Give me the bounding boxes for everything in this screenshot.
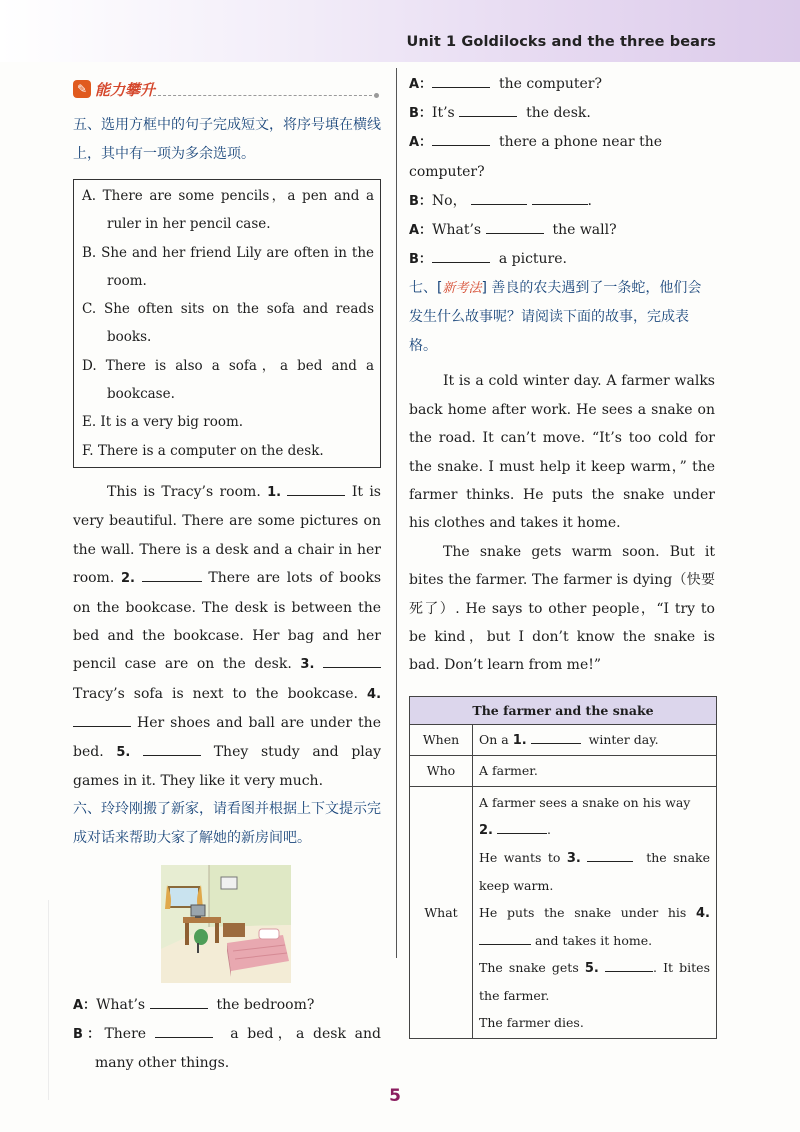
table-blank-number-4: 4. [696,905,710,921]
dialogue-blank[interactable] [155,1025,213,1038]
section7-number: 七、 [409,280,437,297]
dialogue-line-2 [73,1020,381,1078]
unit-title: Unit 1 Goldilocks and the three bears [406,34,716,50]
dialogue-text: It’s [431,105,455,122]
bedroom-illustration [161,865,291,983]
what-line-5 [479,954,710,1009]
table-row-when [410,724,717,755]
what-line-3 [479,844,710,899]
blank-number-2: 2. [121,571,135,587]
passage-text-3: There are lots of books on the bookcase. The desk is between the bed and the bookcase. Her bag and her pencil case are on the desk. [73,570,382,673]
dialogue-text: there a phone near the computer? [409,134,662,180]
option-b: B. She and her friend Lily are often in the room. [82,244,374,289]
dialogue-text: There [104,1026,147,1043]
dialogue-text: a bed，a desk and many other things. [95,1026,381,1072]
story-paragraph-1 [409,367,715,537]
banner-rule-dot [374,93,379,98]
answer-blank-4[interactable] [73,714,131,727]
story-paragraph-2 [409,538,715,680]
table-blank-5[interactable] [605,959,653,972]
who-label: Who [410,755,473,786]
what-label: What [410,786,473,1038]
answer-blank-1[interactable] [287,483,345,496]
story-text-1: It is a cold winter day. A farmer walks back home after work. He sees a snake on the road. It can’t move. “It’s too cold for the snake. I must help it keep warm，” the farmer thinks. He puts the snake under his clothes and takes it home. [409,373,715,532]
passage-text-5: Her shoes and ball are under the bed. [73,715,381,760]
table-header-row [410,696,717,724]
answer-blank-5[interactable] [143,743,201,756]
answer-blank-2[interactable] [142,569,202,582]
speaker-b: B： [409,252,432,268]
who-cell: A farmer. [473,755,717,786]
dialogue-line-7 [409,216,715,245]
dialogue-text: the bedroom? [216,997,315,1014]
bedroom-picture [161,865,291,983]
speaker-a: A： [409,223,433,239]
dialogue-blank[interactable] [150,996,208,1009]
options-box [73,179,381,468]
table-blank-1[interactable] [531,731,581,744]
right-column [409,70,715,1039]
answer-blank-3[interactable] [323,655,381,668]
what-line-6: The farmer dies. [479,1014,584,1030]
dialogue-blank[interactable] [432,250,490,263]
section7-heading: 七、[新考法] 善良的农夫遇到了一条蛇，他们会发生什么故事呢？请阅读下面的故事，完成表格。 [409,280,702,355]
option-f: F. There is a computer on the desk. [82,442,324,459]
table-row-what [410,786,717,1038]
page-number: 5 [389,1086,401,1106]
option-e: E. It is a very big room. [82,414,244,431]
new-method-tag: 新考法 [442,281,482,297]
option-a: A. There are some pencils，a pen and a ruler in her pencil case. [82,188,374,233]
what-line-1: A farmer sees a snake on his way [479,794,691,810]
dialogue-text: No， [431,192,467,209]
dialogue-blank[interactable] [432,133,490,146]
column-divider [396,68,397,958]
dialogue-text: the computer? [498,76,602,92]
dialogue-text: What’s [96,997,146,1014]
dialogue-blank[interactable] [486,221,544,234]
when-cell [473,724,717,755]
passage-text-1: This is Tracy’s room. [107,483,261,500]
when-text: On a [479,732,509,748]
when-label: When [410,724,473,755]
dialogue-left [73,991,381,1078]
table-blank-2[interactable] [497,821,547,834]
dialogue-text: the desk. [526,105,591,122]
header-band [0,0,800,62]
table-blank-number-3: 3. [566,850,581,866]
table-blank-3[interactable] [587,849,633,862]
story-text-2: The snake gets warm soon. But it bites the farmer. The farmer is dying（快要死了）. He says to other people，“I try to be kind，but I don’t know the snake is bad. Don’t learn from me!” [409,543,715,674]
what-line-4 [479,899,710,954]
dialogue-line-6 [409,187,715,216]
dialogue-right [409,70,715,274]
when-text-end: winter day. [588,732,659,748]
passage-text-6: They study and play games in it. They like it very much. [73,743,382,790]
section7-heading-text: 善良的农夫遇到了一条蛇，他们会发生什么故事呢？请阅读下面的故事，完成表格。 [409,280,702,355]
dialogue-line-8 [409,245,715,274]
story-table [409,696,717,1039]
blank-number-4: 4. [367,686,382,702]
blank-number-1: 1. [267,484,282,500]
dialogue-blank[interactable] [471,192,527,205]
speaker-a: A： [409,77,433,92]
section5-passage [73,478,381,795]
passage-text-2: It is very beautiful. There are some pictures on the wall. There is a desk and a chair in her room. [73,483,381,587]
section-banner [73,75,381,103]
dialogue-line-5 [409,128,715,186]
dialogue-blank[interactable] [459,104,517,117]
speaker-a: A： [409,135,433,151]
page-spine [48,900,49,1100]
what-line-5-end: . It bites the farmer. [479,959,710,1003]
what-line-2-end: . [546,821,551,837]
dialogue-text: . [587,192,592,209]
speaker-b: B： [409,106,432,122]
what-line-4-text: He puts the snake under his [479,904,687,920]
table-row-who [410,755,717,786]
pencil-icon: ✎ [73,80,91,98]
what-cell [473,786,717,1038]
dialogue-line-4 [409,99,715,128]
section6-heading: 六、玲玲刚搬了新家，请看图并根据上下文提示完成对话来帮助大家了解她的新房间吧。 [73,801,381,847]
dialogue-line-1 [73,991,381,1020]
passage-text-4: Tracy’s sofa is next to the bookcase. [73,685,358,702]
table-blank-number-1: 1. [512,733,527,749]
table-caption: The farmer and the snake [410,696,717,724]
banner-title: 能力攀升 [95,81,156,99]
speaker-a: A： [73,998,97,1014]
option-d: D. There is also a sofa，a bed and a bookcase. [82,357,374,403]
what-line-5-text: The snake gets [479,959,579,975]
section5-heading: 五、选用方框中的句子完成短文，将序号填在横线上，其中有一项为多余选项。 [73,117,381,162]
table-blank-number-2: 2. [479,822,493,838]
table-blank-number-5: 5. [584,960,599,976]
speaker-b: B： [409,193,432,209]
what-line-3-text: He wants to [479,849,561,865]
table-blank-4[interactable] [479,932,531,945]
banner-dashed-rule [153,95,377,96]
dialogue-text: a picture. [498,251,567,268]
dialogue-line-3 [409,70,715,99]
what-line-2 [479,816,710,844]
dialogue-text: What’s [432,222,482,239]
blank-number-5: 5. [116,744,131,760]
what-line-3-end: the snake keep warm. [479,849,710,893]
speaker-b: B： [73,1027,105,1043]
dialogue-blank[interactable] [532,192,588,205]
dialogue-text: the wall? [552,222,617,239]
left-column [73,75,381,1078]
blank-number-3: 3. [300,657,315,673]
what-line-4-end: and takes it home. [534,932,653,948]
dialogue-blank[interactable] [432,75,490,88]
option-c: C. She often sits on the sofa and reads books. [82,301,374,346]
